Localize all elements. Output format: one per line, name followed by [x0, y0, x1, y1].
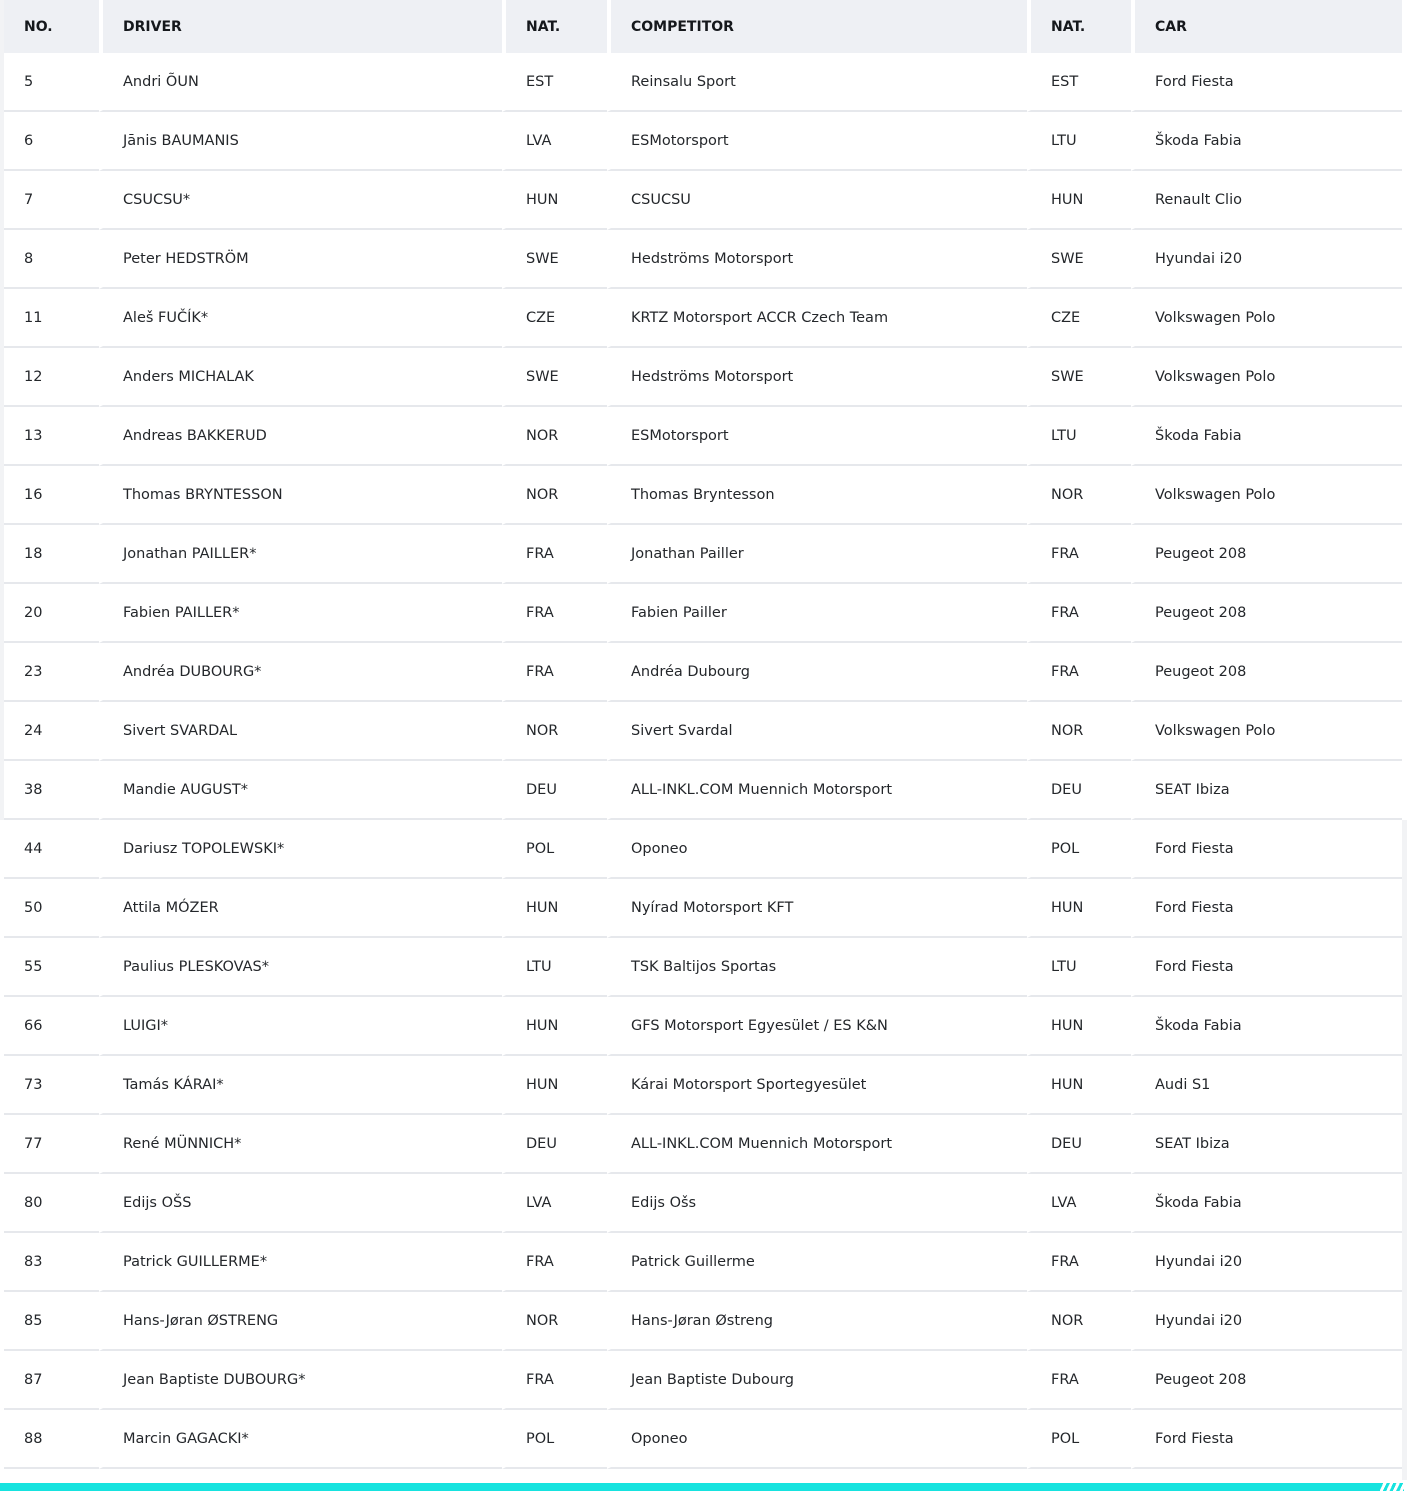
table-row: [4, 820, 1402, 879]
cell-no: 73: [4, 1056, 99, 1115]
table-row: [4, 1115, 1402, 1174]
cell-competitor-nationality: POL: [1027, 820, 1131, 879]
table-row: [4, 938, 1402, 997]
cell-no: 44: [4, 820, 99, 879]
cell-competitor: KRTZ Motorsport ACCR Czech Team: [607, 289, 1027, 348]
header-driver: DRIVER: [99, 0, 502, 53]
cell-driver: Marcin GAGACKI*: [99, 1410, 502, 1469]
cell-no: 66: [4, 997, 99, 1056]
cell-no: 88: [4, 1410, 99, 1469]
table-row: [4, 230, 1402, 289]
cell-driver: Jānis BAUMANIS: [99, 112, 502, 171]
cell-driver-nationality: DEU: [502, 761, 607, 820]
cell-no: 12: [4, 348, 99, 407]
cell-competitor-nationality: CZE: [1027, 289, 1131, 348]
cell-driver-nationality: FRA: [502, 525, 607, 584]
cell-competitor: Oponeo: [607, 820, 1027, 879]
cell-competitor: Thomas Bryntesson: [607, 466, 1027, 525]
cell-driver-nationality: LVA: [502, 1174, 607, 1233]
cell-no: 77: [4, 1115, 99, 1174]
cell-competitor: Patrick Guillerme: [607, 1233, 1027, 1292]
header-driver-nationality: NAT.: [502, 0, 607, 53]
cell-driver-nationality: HUN: [502, 171, 607, 230]
table-row: [4, 53, 1402, 112]
cell-driver-nationality: NOR: [502, 466, 607, 525]
cell-competitor-nationality: LTU: [1027, 938, 1131, 997]
accent-bar: [0, 1483, 1380, 1491]
cell-competitor: ALL-INKL.COM Muennich Motorsport: [607, 761, 1027, 820]
cell-driver-nationality: FRA: [502, 1351, 607, 1410]
cell-no: 7: [4, 171, 99, 230]
cell-competitor-nationality: NOR: [1027, 702, 1131, 761]
table-row: [4, 289, 1402, 348]
cell-driver: Andri ÕUN: [99, 53, 502, 112]
cell-car: Peugeot 208: [1131, 643, 1402, 702]
cell-competitor: Fabien Pailler: [607, 584, 1027, 643]
cell-no: 8: [4, 230, 99, 289]
cell-competitor: Jonathan Pailler: [607, 525, 1027, 584]
cell-competitor: ALL-INKL.COM Muennich Motorsport: [607, 1115, 1027, 1174]
cell-car: Audi S1: [1131, 1056, 1402, 1115]
cell-car: Škoda Fabia: [1131, 407, 1402, 466]
table-row: [4, 1351, 1402, 1410]
cell-car: Ford Fiesta: [1131, 1410, 1402, 1469]
cell-driver-nationality: HUN: [502, 879, 607, 938]
cell-competitor: Sivert Svardal: [607, 702, 1027, 761]
cell-driver: René MÜNNICH*: [99, 1115, 502, 1174]
cell-driver-nationality: NOR: [502, 702, 607, 761]
cell-competitor-nationality: FRA: [1027, 525, 1131, 584]
cell-driver: Fabien PAILLER*: [99, 584, 502, 643]
cell-driver: Jonathan PAILLER*: [99, 525, 502, 584]
cell-competitor: Hedströms Motorsport: [607, 348, 1027, 407]
table-row: [4, 466, 1402, 525]
table-row: [4, 1174, 1402, 1233]
cell-no: 11: [4, 289, 99, 348]
table-header-row: [4, 0, 1402, 53]
cell-car: Volkswagen Polo: [1131, 348, 1402, 407]
cell-no: 85: [4, 1292, 99, 1351]
cell-driver-nationality: HUN: [502, 1056, 607, 1115]
cell-competitor-nationality: FRA: [1027, 643, 1131, 702]
cell-driver: Tamás KÁRAI*: [99, 1056, 502, 1115]
cell-car: Volkswagen Polo: [1131, 289, 1402, 348]
cell-car: Škoda Fabia: [1131, 112, 1402, 171]
cell-car: Škoda Fabia: [1131, 997, 1402, 1056]
cell-competitor-nationality: HUN: [1027, 171, 1131, 230]
cell-car: Ford Fiesta: [1131, 879, 1402, 938]
cell-no: 24: [4, 702, 99, 761]
table-row: [4, 348, 1402, 407]
cell-competitor-nationality: LVA: [1027, 1174, 1131, 1233]
cell-driver: LUIGI*: [99, 997, 502, 1056]
cell-competitor: ESMotorsport: [607, 407, 1027, 466]
cell-driver: Edijs OŠS: [99, 1174, 502, 1233]
cell-driver: Andreas BAKKERUD: [99, 407, 502, 466]
cell-competitor: Hans-Jøran Østreng: [607, 1292, 1027, 1351]
cell-car: Peugeot 208: [1131, 584, 1402, 643]
table-row: [4, 879, 1402, 938]
cell-car: Volkswagen Polo: [1131, 466, 1402, 525]
cell-no: 38: [4, 761, 99, 820]
cell-driver: Andréa DUBOURG*: [99, 643, 502, 702]
cell-competitor: Edijs Ošs: [607, 1174, 1027, 1233]
cell-no: 83: [4, 1233, 99, 1292]
cell-competitor-nationality: NOR: [1027, 1292, 1131, 1351]
cell-competitor: ESMotorsport: [607, 112, 1027, 171]
cell-competitor-nationality: HUN: [1027, 1056, 1131, 1115]
cell-competitor-nationality: DEU: [1027, 1115, 1131, 1174]
cell-competitor: Reinsalu Sport: [607, 53, 1027, 112]
header-competitor: COMPETITOR: [607, 0, 1027, 53]
cell-competitor-nationality: HUN: [1027, 879, 1131, 938]
cell-driver-nationality: CZE: [502, 289, 607, 348]
cell-car: Peugeot 208: [1131, 1351, 1402, 1410]
cell-driver: Aleš FUČÍK*: [99, 289, 502, 348]
cell-driver: Hans-Jøran ØSTRENG: [99, 1292, 502, 1351]
cell-car: SEAT Ibiza: [1131, 761, 1402, 820]
cell-driver: Dariusz TOPOLEWSKI*: [99, 820, 502, 879]
right-edge-shade: [1402, 820, 1407, 1480]
table-row: [4, 702, 1402, 761]
cell-competitor-nationality: SWE: [1027, 348, 1131, 407]
cell-driver: Patrick GUILLERME*: [99, 1233, 502, 1292]
cell-driver: Sivert SVARDAL: [99, 702, 502, 761]
cell-competitor-nationality: NOR: [1027, 466, 1131, 525]
table-row: [4, 584, 1402, 643]
table-row: [4, 1292, 1402, 1351]
cell-competitor-nationality: FRA: [1027, 1233, 1131, 1292]
cell-driver-nationality: EST: [502, 53, 607, 112]
accent-bar-stripes: [1380, 1483, 1404, 1491]
table-row: [4, 1233, 1402, 1292]
cell-competitor: Andréa Dubourg: [607, 643, 1027, 702]
table-row: [4, 643, 1402, 702]
cell-car: Volkswagen Polo: [1131, 702, 1402, 761]
cell-driver: Anders MICHALAK: [99, 348, 502, 407]
cell-competitor-nationality: SWE: [1027, 230, 1131, 289]
cell-competitor-nationality: LTU: [1027, 112, 1131, 171]
cell-car: SEAT Ibiza: [1131, 1115, 1402, 1174]
cell-driver: Jean Baptiste DUBOURG*: [99, 1351, 502, 1410]
cell-driver-nationality: SWE: [502, 348, 607, 407]
cell-no: 16: [4, 466, 99, 525]
table-body: [4, 53, 1402, 1469]
cell-competitor-nationality: EST: [1027, 53, 1131, 112]
cell-no: 6: [4, 112, 99, 171]
cell-driver: Mandie AUGUST*: [99, 761, 502, 820]
cell-competitor-nationality: DEU: [1027, 761, 1131, 820]
cell-car: Hyundai i20: [1131, 1292, 1402, 1351]
cell-driver: Peter HEDSTRÖM: [99, 230, 502, 289]
cell-competitor: Kárai Motorsport Sportegyesület: [607, 1056, 1027, 1115]
header-car: CAR: [1131, 0, 1402, 53]
table-row: [4, 997, 1402, 1056]
cell-no: 23: [4, 643, 99, 702]
cell-driver: Paulius PLESKOVAS*: [99, 938, 502, 997]
cell-no: 20: [4, 584, 99, 643]
cell-car: Ford Fiesta: [1131, 938, 1402, 997]
cell-competitor-nationality: FRA: [1027, 584, 1131, 643]
table-row: [4, 1056, 1402, 1115]
cell-driver-nationality: FRA: [502, 1233, 607, 1292]
cell-driver-nationality: FRA: [502, 584, 607, 643]
cell-no: 18: [4, 525, 99, 584]
cell-driver-nationality: POL: [502, 1410, 607, 1469]
cell-driver-nationality: LVA: [502, 112, 607, 171]
cell-car: Škoda Fabia: [1131, 1174, 1402, 1233]
cell-car: Hyundai i20: [1131, 1233, 1402, 1292]
cell-no: 55: [4, 938, 99, 997]
cell-driver-nationality: FRA: [502, 643, 607, 702]
header-no: NO.: [4, 0, 99, 53]
cell-no: 13: [4, 407, 99, 466]
cell-competitor: Nyírad Motorsport KFT: [607, 879, 1027, 938]
cell-driver-nationality: HUN: [502, 997, 607, 1056]
entry-list-table: [4, 0, 1402, 1469]
cell-competitor: CSUCSU: [607, 171, 1027, 230]
cell-competitor: GFS Motorsport Egyesület / ES K&N: [607, 997, 1027, 1056]
cell-car: Hyundai i20: [1131, 230, 1402, 289]
cell-competitor-nationality: LTU: [1027, 407, 1131, 466]
cell-driver-nationality: DEU: [502, 1115, 607, 1174]
cell-driver: CSUCSU*: [99, 171, 502, 230]
cell-driver-nationality: LTU: [502, 938, 607, 997]
table-row: [4, 112, 1402, 171]
cell-no: 5: [4, 53, 99, 112]
cell-competitor: TSK Baltijos Sportas: [607, 938, 1027, 997]
cell-competitor: Oponeo: [607, 1410, 1027, 1469]
cell-driver-nationality: NOR: [502, 1292, 607, 1351]
cell-competitor-nationality: FRA: [1027, 1351, 1131, 1410]
table-row: [4, 171, 1402, 230]
cell-car: Peugeot 208: [1131, 525, 1402, 584]
cell-driver-nationality: POL: [502, 820, 607, 879]
cell-competitor: Jean Baptiste Dubourg: [607, 1351, 1027, 1410]
table-row: [4, 407, 1402, 466]
cell-car: Ford Fiesta: [1131, 53, 1402, 112]
cell-driver: Thomas BRYNTESSON: [99, 466, 502, 525]
header-competitor-nationality: NAT.: [1027, 0, 1131, 53]
cell-car: Renault Clio: [1131, 171, 1402, 230]
cell-competitor: Hedströms Motorsport: [607, 230, 1027, 289]
table-row: [4, 1410, 1402, 1469]
table-row: [4, 761, 1402, 820]
cell-car: Ford Fiesta: [1131, 820, 1402, 879]
table-row: [4, 525, 1402, 584]
cell-competitor-nationality: POL: [1027, 1410, 1131, 1469]
cell-driver-nationality: NOR: [502, 407, 607, 466]
cell-driver: Attila MÓZER: [99, 879, 502, 938]
cell-no: 80: [4, 1174, 99, 1233]
cell-no: 50: [4, 879, 99, 938]
cell-competitor-nationality: HUN: [1027, 997, 1131, 1056]
cell-no: 87: [4, 1351, 99, 1410]
cell-driver-nationality: SWE: [502, 230, 607, 289]
